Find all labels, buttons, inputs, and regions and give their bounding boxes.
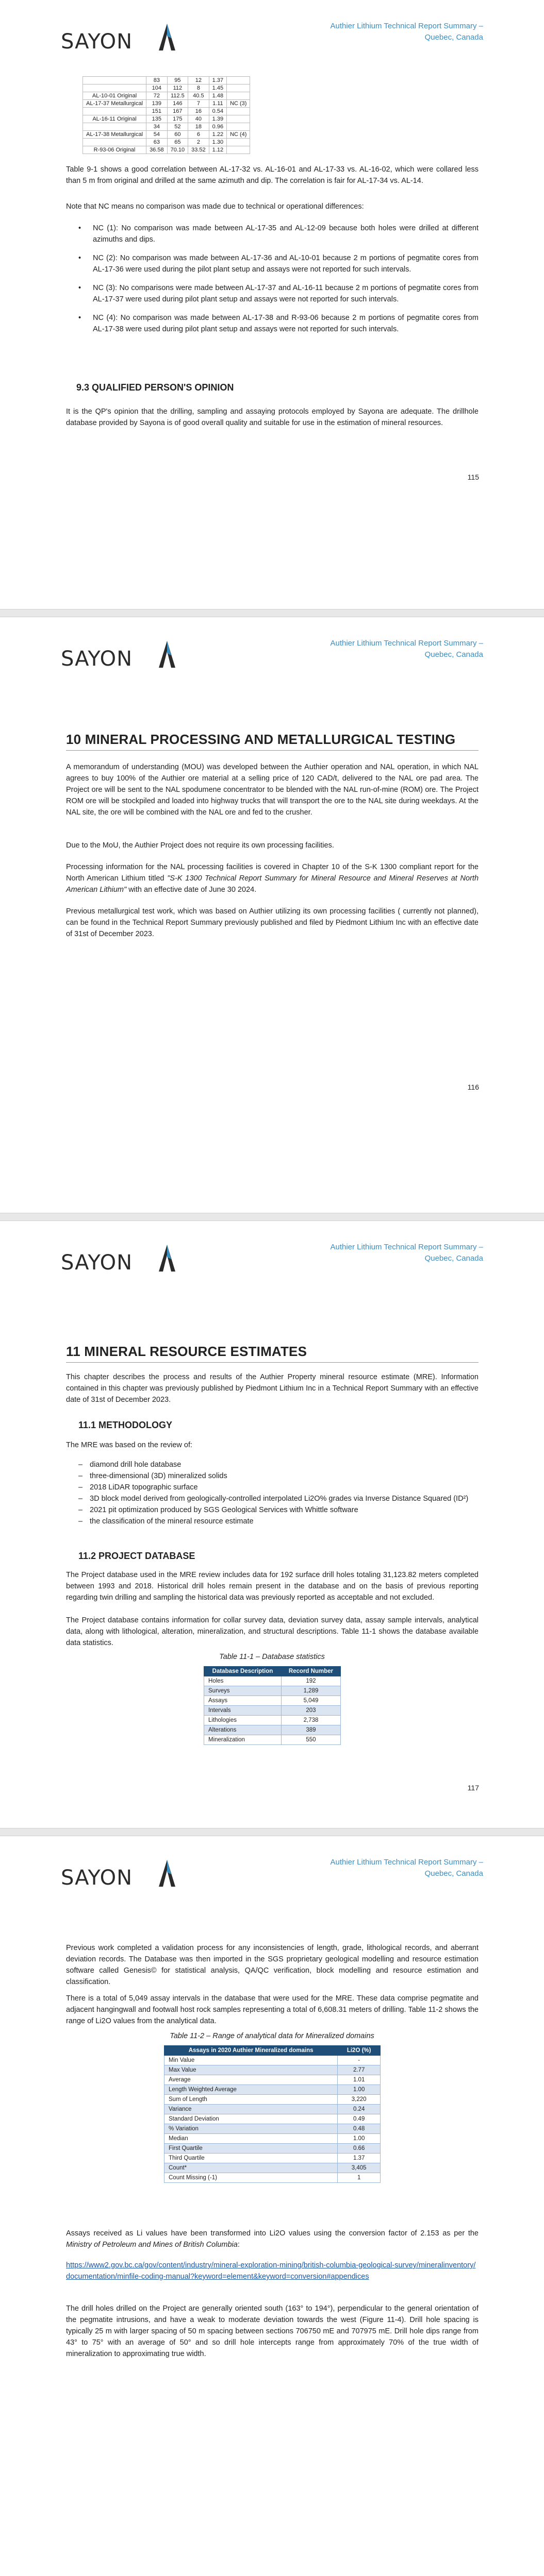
table-cell: Count Missing (-1): [164, 2173, 338, 2183]
table-cell: [83, 123, 146, 131]
table-cell: Holes: [204, 1676, 282, 1686]
heading-rule: [66, 750, 479, 751]
table-row: [164, 2163, 381, 2173]
table-cell: 60: [167, 131, 188, 139]
table-cell: 550: [281, 1735, 340, 1745]
column-header: Record Number: [281, 1667, 340, 1676]
list-item: • NC (3): No comparisons were made between AL-17-37 and AL-16-11 because 2 m portions of pegmatite cores from AL-17-37 were used during pilot plant setup and assays were not reported for such intervals.: [78, 282, 479, 305]
table-cell: 36.58: [146, 146, 168, 154]
table-cell: [227, 123, 250, 131]
table-cell: 175: [167, 115, 188, 123]
table-cell: 16: [188, 108, 209, 115]
table-cell: 33.52: [188, 146, 209, 154]
paragraph: A memorandum of understanding (MOU) was developed between the Authier operation and NAL operation, in which NAL agrees to buy 100% of the Authier ore material at a selling price of 120 CAD/t, delivered to the NAL ore pad area. The Project ore will be sent to the NAL spodumene concentrator to be blended with the NAL run-of-mine (ROM) ore. The Project ROM ore will be stockpiled and loaded into highway trucks that will transport the ore to the NAL site during weekdays. At the NAL site, the ore will be combined with the NAL ore and fed to the crusher.: [66, 763, 479, 817]
table-cell: 1.30: [209, 139, 226, 146]
drillhole-comparison-table: [83, 76, 250, 154]
table-cell: 192: [281, 1676, 340, 1686]
table-cell: 83: [146, 77, 168, 84]
table-cell: NC (4): [227, 131, 250, 139]
paragraph: It is the QP's opinion that the drilling, sampling and assaying protocols employed by Sayona are adequate. The drillhole database provided by Sayona is of good overall quality and suitable for use in the estimation of mineral resources.: [66, 408, 479, 427]
table-cell: 104: [146, 84, 168, 92]
section-heading: 11.1 METHODOLOGY: [78, 1420, 173, 1430]
table-cell: Intervals: [204, 1706, 282, 1716]
table-cell: 0.96: [209, 123, 226, 131]
table-row: [164, 2173, 381, 2183]
paragraph: This chapter describes the process and results of the Authier Property mineral resource estimate (MRE). Information contained in this chapter was previously published by Piedmont Lithium Inc in a Technical Report Summary with an effective date of 31st of December 2023.: [66, 1373, 479, 1404]
table-cell: Third Quartile: [164, 2154, 338, 2163]
table-cell: Surveys: [204, 1686, 282, 1696]
table-cell: [227, 146, 250, 154]
table-cell: 72: [146, 92, 168, 100]
table-row: [164, 2114, 381, 2124]
list-item: – 2018 LiDAR topographic surface: [78, 1482, 479, 1493]
page-116: [0, 617, 544, 1213]
table-cell: 65: [167, 139, 188, 146]
table-row: [204, 1676, 341, 1686]
table-cell: [83, 108, 146, 115]
table-cell: 6: [188, 131, 209, 139]
table-cell: 1.12: [209, 146, 226, 154]
table-cell: 52: [167, 123, 188, 131]
table-cell: First Quartile: [164, 2144, 338, 2154]
page-118: [0, 1836, 544, 2576]
table-row: [204, 1686, 341, 1696]
table-cell: [227, 115, 250, 123]
table-cell: Variance: [164, 2105, 338, 2114]
table-cell: Length Weighted Average: [164, 2085, 338, 2095]
table-row: [164, 2065, 381, 2075]
sayona-logo: SAYON: [61, 647, 133, 671]
chapter-heading: 11 MINERAL RESOURCE ESTIMATES: [66, 1344, 307, 1359]
table-cell: [227, 139, 250, 146]
table-cell: 1.37: [338, 2154, 381, 2163]
table-cell: [227, 108, 250, 115]
paragraph: The drill holes drilled on the Project are generally oriented south (163° to 194°), perpendicular to the general orientation of the pegmatite intrusions, and have a weak to moderate deviation towards the west (Figure 11-4). Drill hole spacing is typically 25 m with larger spacing of 50 m spacing between sections 706750 mE and 707975 mE. Drill hole dips range from 43° to 75° with an average of 50° and so drill hole intercepts range from approximately 70% of the true width of mineralization to approximating true width.: [66, 2304, 479, 2358]
table-caption: Table 11-1 – Database statistics: [219, 1653, 325, 1661]
sayona-logo: SAYON: [61, 1866, 133, 1890]
table-caption: Table 11-2 – Range of analytical data for Mineralized domains: [170, 2032, 374, 2040]
table-cell: Count*: [164, 2163, 338, 2173]
table-cell: 135: [146, 115, 168, 123]
paragraph: There is a total of 5,049 assay intervals in the database that were used for the MRE. These data comprise pegmatite and adjacent hangingwall and footwall host rock samples representing a total of 6,608.31 meters of drilling. Table 11-2 shows the range of Li2O values from the analytical data.: [66, 1994, 479, 2025]
table-cell: 5,049: [281, 1696, 340, 1706]
paragraph: Due to the MoU, the Authier Project does not require its own processing facilities.: [66, 841, 334, 850]
source-link[interactable]: https://www2.gov.bc.ca/gov/content/industry/mineral-exploration-mining/british-columbia-geological-survey/mineralinventory/documentation/minfile-coding-manual?keyword=element&keyword=conversion#appendices: [66, 2261, 476, 2281]
table-row: [83, 146, 250, 154]
table-row: [83, 108, 250, 115]
table-cell: [83, 77, 146, 84]
table-cell: 139: [146, 100, 168, 108]
table-row: [164, 2085, 381, 2095]
table-cell: [83, 139, 146, 146]
table-row: [204, 1716, 341, 1725]
table-cell: -: [338, 2056, 381, 2065]
table-cell: 0.66: [338, 2144, 381, 2154]
paragraph: Note that NC means no comparison was made due to technical or operational differences:: [66, 202, 364, 211]
table-cell: 389: [281, 1725, 340, 1735]
table-cell: 112.5: [167, 92, 188, 100]
table-cell: R-93-06 Original: [83, 146, 146, 154]
table-cell: % Variation: [164, 2124, 338, 2134]
table-cell: 40.5: [188, 92, 209, 100]
table-cell: 70.10: [167, 146, 188, 154]
table-row: [83, 115, 250, 123]
list-item: – diamond drill hole database: [78, 1459, 479, 1470]
list-item: • NC (1): No comparison was made between AL-17-35 and AL-12-09 because both holes were drilled at different azimuths and dips.: [78, 223, 479, 245]
table-cell: Median: [164, 2134, 338, 2144]
list-item: – three-dimensional (3D) mineralized solids: [78, 1470, 479, 1482]
table-cell: NC (3): [227, 100, 250, 108]
column-header: Assays in 2020 Authier Mineralized domains: [164, 2046, 338, 2056]
section-heading: 11.2 PROJECT DATABASE: [78, 1551, 195, 1561]
table-cell: 2.77: [338, 2065, 381, 2075]
page-separator: [0, 1828, 544, 1836]
table-cell: Mineralization: [204, 1735, 282, 1745]
page-header: [0, 1836, 544, 1898]
page-separator: [0, 609, 544, 617]
table-cell: 1.48: [209, 92, 226, 100]
table-cell: 40: [188, 115, 209, 123]
column-header: Database Description: [204, 1667, 282, 1676]
paragraph: Table 9-1 shows a good correlation between AL-17-32 vs. AL-16-01 and AL-17-33 vs. AL-16-02, which were collared less than 5 m from original and drilled at the same azimuth and dip. The correlation is fair for AL-17-34 vs. AL-14.: [66, 165, 479, 185]
table-cell: 1.00: [338, 2085, 381, 2095]
table-cell: [227, 84, 250, 92]
table-row: [83, 92, 250, 100]
table-cell: 1.01: [338, 2075, 381, 2085]
list-item: • NC (4): No comparison was made between AL-17-38 and R-93-06 because 2 m portions of pegmatite cores from AL-17-38 were used during pilot plant setup and assays were not reported for such intervals.: [78, 312, 479, 335]
report-title: Authier Lithium Technical Report Summary – Quebec, Canada: [330, 639, 483, 659]
table-cell: 3,405: [338, 2163, 381, 2173]
table-row: [83, 84, 250, 92]
table-cell: 151: [146, 108, 168, 115]
table-cell: 54: [146, 131, 168, 139]
page-number: 115: [467, 473, 479, 481]
table-cell: 18: [188, 123, 209, 131]
page-header: [0, 1221, 544, 1283]
table-row: [204, 1696, 341, 1706]
table-cell: 34: [146, 123, 168, 131]
table-cell: 95: [167, 77, 188, 84]
report-title: Authier Lithium Technical Report Summary – Quebec, Canada: [330, 1243, 483, 1263]
table-cell: Lithologies: [204, 1716, 282, 1725]
column-header: Li2O (%): [338, 2046, 381, 2056]
table-cell: AL-10-01 Original: [83, 92, 146, 100]
table-cell: 1.22: [209, 131, 226, 139]
table-cell: Min Value: [164, 2056, 338, 2065]
table-cell: 1.45: [209, 84, 226, 92]
page-header: [0, 617, 544, 679]
database-statistics-table: [204, 1666, 341, 1745]
paragraph: Previous work completed a validation process for any inconsistencies of length, grade, lithological records, and aberrant deviation records. The Database was then imported in the SGS proprietary geological modelling and resource estimation software called Genesis© for statistical analysis, QA/QC verification, block modelling and resource estimation and classification.: [66, 1944, 479, 1986]
table-cell: Assays: [204, 1696, 282, 1706]
table-cell: 1,289: [281, 1686, 340, 1696]
paragraph: Processing information for the NAL processing facilities is covered in Chapter 10 of the S-K 1300 compliant report for the North American Lithium titled "S-K 1300 Technical Report Summary for Mineral Resource and Mineral Reserves at North American Lithium" with an effective date of June 30 2024.: [66, 863, 479, 894]
page-header: [0, 0, 544, 62]
table-row: [164, 2134, 381, 2144]
section-heading: 9.3 QUALIFIED PERSON'S OPINION: [76, 382, 234, 393]
table-row: [204, 1735, 341, 1745]
report-title: Authier Lithium Technical Report Summary – Quebec, Canada: [330, 1858, 483, 1878]
table-cell: 2,738: [281, 1716, 340, 1725]
table-cell: 0.48: [338, 2124, 381, 2134]
table-cell: 12: [188, 77, 209, 84]
list-item: • NC (2): No comparison was made between AL-17-36 and AL-10-01 because 2 m portions of pegmatite cores from AL-17-36 were used during the pilot plant setup and assays were not reported for such intervals.: [78, 252, 479, 275]
table-cell: 0.49: [338, 2114, 381, 2124]
table-cell: 146: [167, 100, 188, 108]
paragraph: Previous metallurgical test work, which was based on Authier utilizing its own processing facilities ( currently not planned), can be found in the Technical Report Summary previously published and filed by Piedmont Lithium Inc with an effective date of 31st of December 2023.: [66, 907, 479, 938]
table-cell: 1.00: [338, 2134, 381, 2144]
paragraph: The Project database used in the MRE review includes data for 192 surface drill holes totaling 31,123.82 meters completed between 1993 and 2018. Historical drill holes remain present in the database and on the basis of previous reporting regarding twin drilling and sampling the historical data was previously reported as acceptable and not excluded.: [66, 1571, 479, 1602]
page-number: 117: [467, 1784, 479, 1792]
table-cell: [227, 92, 250, 100]
heading-rule: [66, 1362, 479, 1363]
table-cell: Sum of Length: [164, 2095, 338, 2105]
table-cell: 0.54: [209, 108, 226, 115]
table-row: [83, 139, 250, 146]
table-row: [83, 77, 250, 84]
report-title: Authier Lithium Technical Report Summary – Quebec, Canada: [330, 22, 483, 42]
table-row: [164, 2105, 381, 2114]
table-row: [83, 131, 250, 139]
table-cell: 0.24: [338, 2105, 381, 2114]
table-cell: 1.39: [209, 115, 226, 123]
page-number: 116: [467, 1083, 479, 1091]
table-cell: Alterations: [204, 1725, 282, 1735]
table-cell: AL-17-37 Metallurgical: [83, 100, 146, 108]
table-cell: Standard Deviation: [164, 2114, 338, 2124]
list-item: – 3D block model derived from geologically-controlled interpolated Li2O% grades via Inverse Distance Squared (ID²): [78, 1493, 479, 1504]
paragraph: [66, 2260, 479, 2282]
sayona-logo: SAYON: [61, 30, 133, 54]
table-row: [164, 2075, 381, 2085]
table-cell: 112: [167, 84, 188, 92]
mre-review-list: [78, 1459, 479, 1527]
nc-bullet-list: [78, 223, 479, 342]
table-cell: 8: [188, 84, 209, 92]
page-separator: [0, 1213, 544, 1221]
table-cell: AL-17-38 Metallurgical: [83, 131, 146, 139]
analytical-range-table: [164, 2045, 381, 2183]
table-cell: 7: [188, 100, 209, 108]
sayona-logo: SAYON: [61, 1251, 133, 1275]
table-cell: 203: [281, 1706, 340, 1716]
paragraph: The MRE was based on the review of:: [66, 1441, 193, 1449]
list-item: – 2021 pit optimization produced by SGS Geological Services with Whittle software: [78, 1504, 479, 1516]
table-row: [164, 2154, 381, 2163]
table-row: [204, 1725, 341, 1735]
table-cell: 63: [146, 139, 168, 146]
page-117: [0, 1221, 544, 1828]
page-115: [0, 0, 544, 609]
table-row: [164, 2056, 381, 2065]
table-row: [83, 123, 250, 131]
paragraph: The Project database contains information for collar survey data, deviation survey data, assay sample intervals, analytical data, along with lithological, alteration, mineralization, and structural descriptions. Table 11-1 shows the database available data statistics.: [66, 1616, 479, 1647]
table-cell: 1: [338, 2173, 381, 2183]
table-row: [164, 2095, 381, 2105]
table-cell: [83, 84, 146, 92]
chapter-heading: 10 MINERAL PROCESSING AND METALLURGICAL TESTING: [66, 732, 456, 747]
table-cell: 1.11: [209, 100, 226, 108]
table-cell: 1.37: [209, 77, 226, 84]
table-cell: 167: [167, 108, 188, 115]
table-row: [164, 2144, 381, 2154]
table-cell: 3,220: [338, 2095, 381, 2105]
table-cell: 2: [188, 139, 209, 146]
table-row: [204, 1706, 341, 1716]
table-cell: [227, 77, 250, 84]
table-row: [83, 100, 250, 108]
table-row: [164, 2124, 381, 2134]
table-cell: Average: [164, 2075, 338, 2085]
list-item: – the classification of the mineral resource estimate: [78, 1516, 479, 1527]
table-cell: Max Value: [164, 2065, 338, 2075]
paragraph: Assays received as Li values have been transformed into Li2O values using the conversion factor of 2.153 as per the Ministry of Petroleum and Mines of British Columbia:: [66, 2229, 479, 2249]
table-cell: AL-16-11 Original: [83, 115, 146, 123]
